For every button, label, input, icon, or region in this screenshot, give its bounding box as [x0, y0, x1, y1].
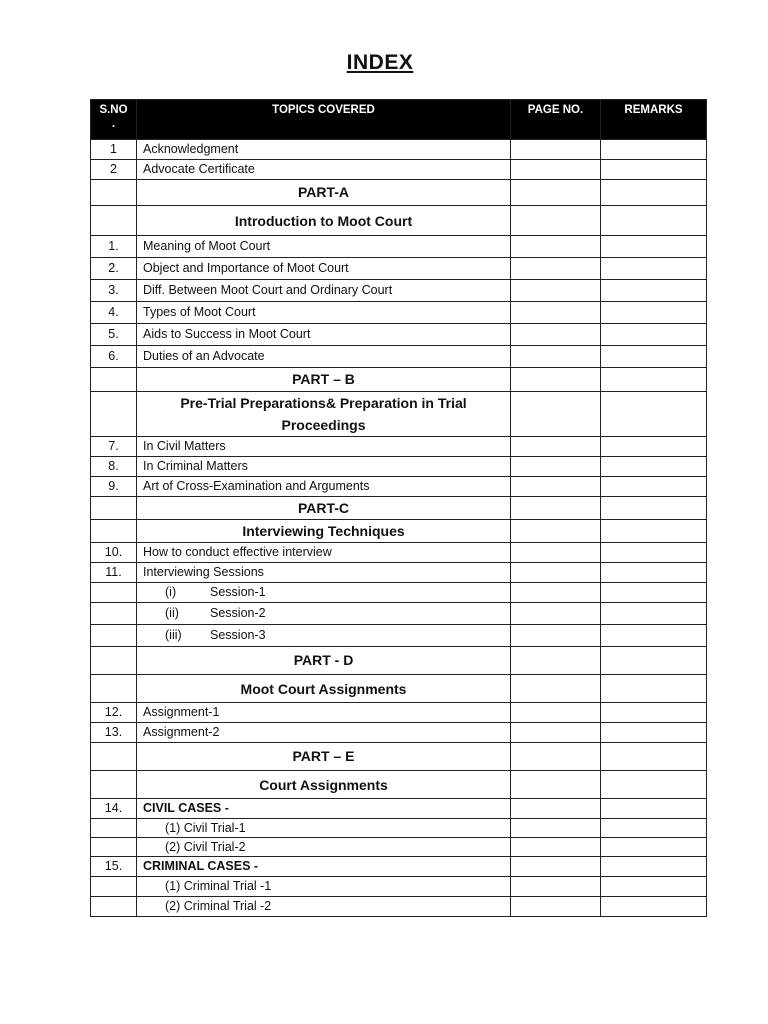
row-page-no	[511, 838, 601, 857]
row-remarks	[601, 647, 707, 675]
row-remarks	[601, 180, 707, 206]
row-remarks	[601, 236, 707, 258]
table-row	[91, 723, 707, 743]
header-sno: S.NO .	[91, 100, 137, 140]
row-page-no	[511, 819, 601, 838]
row-topic: In Civil Matters	[137, 437, 511, 457]
row-page-no	[511, 457, 601, 477]
row-page-no	[511, 140, 601, 160]
sub-item-label: (1) Civil Trial-1	[165, 820, 246, 835]
row-remarks	[601, 520, 707, 543]
row-topic	[137, 625, 511, 647]
row-page-no	[511, 743, 601, 771]
row-sno: 10.	[91, 543, 137, 563]
row-page-no	[511, 280, 601, 302]
table-row	[91, 897, 707, 917]
row-sno: 3.	[91, 280, 137, 302]
row-page-no	[511, 160, 601, 180]
table-row	[91, 180, 707, 206]
row-topic: CRIMINAL CASES -	[137, 857, 511, 877]
row-page-no	[511, 857, 601, 877]
row-remarks	[601, 583, 707, 603]
row-topic: Diff. Between Moot Court and Ordinary Court	[137, 280, 511, 302]
row-sno: 2.	[91, 258, 137, 280]
row-remarks	[601, 206, 707, 236]
row-page-no	[511, 437, 601, 457]
table-row	[91, 743, 707, 771]
table-row	[91, 877, 707, 897]
row-remarks	[601, 477, 707, 497]
row-sno: 8.	[91, 457, 137, 477]
row-topic: PART-C	[137, 497, 511, 520]
row-sno	[91, 647, 137, 675]
row-remarks	[601, 703, 707, 723]
table-row	[91, 206, 707, 236]
row-remarks	[601, 771, 707, 799]
row-remarks	[601, 675, 707, 703]
row-remarks	[601, 838, 707, 857]
page-title: INDEX	[346, 51, 414, 74]
row-sno: 1.	[91, 236, 137, 258]
row-remarks	[601, 457, 707, 477]
row-sno	[91, 743, 137, 771]
row-topic: Meaning of Moot Court	[137, 236, 511, 258]
row-remarks	[601, 497, 707, 520]
row-topic: PART – B	[137, 368, 511, 392]
row-remarks	[601, 819, 707, 838]
row-sno	[91, 368, 137, 392]
row-topic	[137, 819, 511, 838]
row-page-no	[511, 236, 601, 258]
row-sno	[91, 625, 137, 647]
row-remarks	[601, 723, 707, 743]
header-remarks: REMARKS	[601, 100, 707, 140]
row-sno: 6.	[91, 346, 137, 368]
row-topic: PART-A	[137, 180, 511, 206]
row-page-no	[511, 206, 601, 236]
row-remarks	[601, 368, 707, 392]
index-table	[90, 99, 707, 917]
row-remarks	[601, 857, 707, 877]
sub-item-label: Session-3	[210, 628, 266, 642]
row-topic	[137, 877, 511, 897]
row-topic: Pre-Trial Preparations& Preparation in Trial Proceedings	[137, 392, 511, 437]
row-sno: 5.	[91, 324, 137, 346]
table-row	[91, 583, 707, 603]
row-page-no	[511, 563, 601, 583]
sub-item-label: (2) Civil Trial-2	[165, 839, 246, 854]
table-row	[91, 647, 707, 675]
table-row	[91, 819, 707, 838]
table-row	[91, 140, 707, 160]
row-topic: Advocate Certificate	[137, 160, 511, 180]
table-row	[91, 857, 707, 877]
row-topic: Assignment-2	[137, 723, 511, 743]
row-page-no	[511, 799, 601, 819]
row-topic	[137, 583, 511, 603]
table-row	[91, 280, 707, 302]
row-page-no	[511, 877, 601, 897]
table-row	[91, 838, 707, 857]
row-sno	[91, 206, 137, 236]
sub-item-number: (i)	[165, 585, 177, 599]
row-sno	[91, 497, 137, 520]
row-remarks	[601, 437, 707, 457]
row-sno: 15.	[91, 857, 137, 877]
sub-item	[143, 606, 266, 621]
row-sno	[91, 392, 137, 437]
row-sno: 1	[91, 140, 137, 160]
table-row	[91, 675, 707, 703]
table-row	[91, 603, 707, 625]
row-sno	[91, 583, 137, 603]
row-page-no	[511, 603, 601, 625]
table-row	[91, 160, 707, 180]
row-page-no	[511, 771, 601, 799]
row-remarks	[601, 392, 707, 437]
table-header-row	[91, 100, 707, 140]
row-page-no	[511, 703, 601, 723]
table-row	[91, 324, 707, 346]
table-row	[91, 520, 707, 543]
row-sno: 12.	[91, 703, 137, 723]
row-remarks	[601, 140, 707, 160]
table-row	[91, 703, 707, 723]
table-row	[91, 236, 707, 258]
table-row	[91, 477, 707, 497]
row-sno: 11.	[91, 563, 137, 583]
sub-item-label: Session-1	[210, 585, 266, 599]
row-sno	[91, 819, 137, 838]
row-topic	[137, 897, 511, 917]
row-sno: 9.	[91, 477, 137, 497]
row-topic: Types of Moot Court	[137, 302, 511, 324]
sub-item-label: (2) Criminal Trial -2	[165, 899, 272, 913]
row-page-no	[511, 324, 601, 346]
row-sno: 2	[91, 160, 137, 180]
row-page-no	[511, 543, 601, 563]
row-topic: CIVIL CASES -	[137, 799, 511, 819]
sub-item-label: Session-2	[210, 606, 266, 620]
row-sno	[91, 603, 137, 625]
sub-item	[143, 585, 266, 600]
table-row	[91, 497, 707, 520]
table-row	[91, 543, 707, 563]
row-remarks	[601, 743, 707, 771]
row-page-no	[511, 258, 601, 280]
row-topic: PART - D	[137, 647, 511, 675]
row-page-no	[511, 897, 601, 917]
row-topic: How to conduct effective interview	[137, 543, 511, 563]
row-sno	[91, 877, 137, 897]
row-sno: 7.	[91, 437, 137, 457]
row-remarks	[601, 324, 707, 346]
table-row	[91, 799, 707, 819]
table-row	[91, 771, 707, 799]
row-topic: Aids to Success in Moot Court	[137, 324, 511, 346]
row-sno	[91, 675, 137, 703]
table-row	[91, 368, 707, 392]
row-page-no	[511, 302, 601, 324]
row-page-no	[511, 180, 601, 206]
header-page-no: PAGE NO.	[511, 100, 601, 140]
row-sno	[91, 838, 137, 857]
row-page-no	[511, 497, 601, 520]
sub-item-number: (iii)	[165, 628, 182, 642]
row-topic: In Criminal Matters	[137, 457, 511, 477]
row-remarks	[601, 280, 707, 302]
table-row	[91, 457, 707, 477]
row-topic: PART – E	[137, 743, 511, 771]
sub-item-number: (ii)	[165, 606, 179, 620]
row-remarks	[601, 543, 707, 563]
row-page-no	[511, 368, 601, 392]
row-topic: Interviewing Techniques	[137, 520, 511, 543]
row-remarks	[601, 877, 707, 897]
table-row	[91, 302, 707, 324]
row-page-no	[511, 675, 601, 703]
table-row	[91, 563, 707, 583]
row-page-no	[511, 583, 601, 603]
row-sno: 13.	[91, 723, 137, 743]
row-remarks	[601, 625, 707, 647]
row-sno	[91, 520, 137, 543]
row-page-no	[511, 477, 601, 497]
row-page-no	[511, 346, 601, 368]
row-remarks	[601, 302, 707, 324]
row-sno	[91, 771, 137, 799]
row-topic: Object and Importance of Moot Court	[137, 258, 511, 280]
row-topic: Court Assignments	[137, 771, 511, 799]
row-topic: Acknowledgment	[137, 140, 511, 160]
row-topic: Art of Cross-Examination and Arguments	[137, 477, 511, 497]
row-page-no	[511, 647, 601, 675]
row-sno: 4.	[91, 302, 137, 324]
row-topic	[137, 603, 511, 625]
row-topic: Moot Court Assignments	[137, 675, 511, 703]
table-row	[91, 258, 707, 280]
row-topic: Introduction to Moot Court	[137, 206, 511, 236]
table-row	[91, 437, 707, 457]
row-sno: 14.	[91, 799, 137, 819]
row-page-no	[511, 625, 601, 647]
header-topics: TOPICS COVERED	[137, 100, 511, 140]
row-page-no	[511, 520, 601, 543]
sub-item-label: (1) Criminal Trial -1	[165, 879, 272, 893]
row-sno	[91, 897, 137, 917]
row-remarks	[601, 258, 707, 280]
sub-item	[143, 628, 266, 643]
index-table-body	[91, 140, 707, 917]
row-topic: Interviewing Sessions	[137, 563, 511, 583]
row-topic: Duties of an Advocate	[137, 346, 511, 368]
row-remarks	[601, 563, 707, 583]
row-remarks	[601, 346, 707, 368]
row-page-no	[511, 723, 601, 743]
row-page-no	[511, 392, 601, 437]
row-sno	[91, 180, 137, 206]
row-remarks	[601, 897, 707, 917]
row-remarks	[601, 603, 707, 625]
row-remarks	[601, 160, 707, 180]
table-row	[91, 346, 707, 368]
table-row	[91, 625, 707, 647]
table-row	[91, 392, 707, 437]
row-topic	[137, 838, 511, 857]
row-topic: Assignment-1	[137, 703, 511, 723]
row-remarks	[601, 799, 707, 819]
